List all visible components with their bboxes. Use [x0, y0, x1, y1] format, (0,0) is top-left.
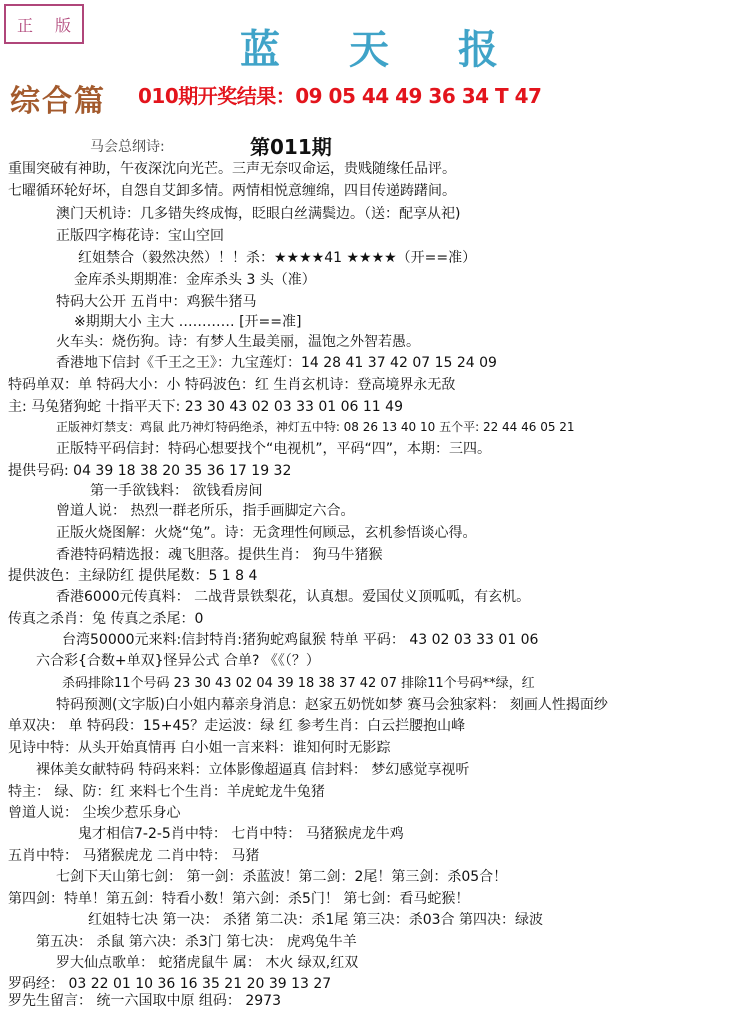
issue-number: 第011期 [250, 135, 332, 159]
genuine-edition-stamp [4, 4, 84, 44]
text-line: 传真之杀肖：兔 传真之杀尾：0 [8, 611, 204, 627]
text-line: 六合彩{合数+单双}怪异公式 合单? 《《（？） [36, 653, 320, 669]
text-line: 罗大仙点歌单： 蛇猪虎鼠牛 属： 木火 绿双,红双 [56, 955, 359, 971]
text-line: 红姐特七决 第一决： 杀猪 第二决：杀1尾 第三决：杀03合 第四决：绿波 [88, 912, 543, 928]
text-line: 罗码经： 03 22 01 10 36 16 35 21 20 39 13 27 [8, 976, 332, 992]
masthead-char-2: 天 [349, 26, 391, 73]
draw-result: 010期开奖结果：09 05 44 49 36 34 T 47 [138, 84, 542, 108]
text-line: 重围突破有神助，午夜深沈向光芒。三声无奈叹命运，贵贱随缘任品评。 [8, 161, 456, 177]
text-line: 澳门天机诗：几多错失终成悔，眨眼白丝满鬓边。（送：配享从祀) [56, 206, 461, 222]
text-line: 台湾50000元来料:信封特肖:猪狗蛇鸡鼠猴 特单 平码： 43 02 03 33 01 06 [62, 632, 539, 648]
text-line: 杀码排除11个号码 23 30 43 02 04 39 18 38 37 42 07 排除11个号码**绿，红 [62, 676, 535, 691]
text-line: 第五决： 杀鼠 第六决：杀3门 第七决： 虎鸡兔牛羊 [36, 934, 357, 950]
text-line: 红姐禁合（毅然决然）！！杀：★★★★41 ★★★★（开==准） [78, 250, 477, 266]
text-line: 香港6000元传真料： 二战背景铁梨花，认真想。爱国仗义顶呱呱，有玄机。 [56, 589, 531, 605]
text-line: 金库杀头期期准：金库杀头 3 头（准） [74, 272, 316, 288]
text-line: 香港地下信封《千王之王》：九宝莲灯：14 28 41 37 42 07 15 24 09 [56, 355, 497, 371]
text-line: 香港特码精选报：魂飞胆落。提供生肖： 狗马牛猪猴 [56, 547, 383, 563]
masthead-char-3: 报 [458, 26, 500, 73]
text-line: 罗先生留言： 统一六国取中原 组码： 2973 [8, 993, 281, 1009]
text-line: 马会总纲诗: [90, 139, 165, 155]
text-line: 第四剑：特单！第五剑：特看小数！第六剑：杀5门！ 第七剑：看马蛇猴！ [8, 891, 470, 907]
masthead-char-1: 蓝 [240, 26, 282, 73]
text-line: 主: 马兔猪狗蛇 十指平天下: 23 30 43 02 03 33 01 06 11 49 [8, 399, 403, 415]
section-title: 综合篇 [10, 84, 106, 119]
text-line: ※期期大小 主大 ………… [开==准] [74, 314, 302, 330]
text-line: 正版火烧图解：火烧“兔”。诗：无贪理性何顾忌，玄机参悟谈心得。 [56, 525, 477, 541]
text-line: 第一手欲钱料： 欲钱看房间 [90, 483, 263, 499]
text-line: 特码单双：单 特码大小：小 特码波色：红 生肖玄机诗：登高境界永无敌 [8, 377, 456, 393]
text-line: 特主： 绿、防：红 来料七个生肖：羊虎蛇龙牛兔猪 [8, 784, 325, 800]
text-line: 曾道人说： 尘埃少惹乐身心 [8, 805, 181, 821]
text-line: 火车头：烧伤狗。诗：有梦人生最美丽，温饱之外智若愚。 [56, 334, 420, 350]
text-line: 单双决： 单 特码段：15+45？走运波：绿 红 参考生肖：白云拦腰抱山峰 [8, 718, 466, 734]
text-line: 五肖中特： 马猪猴虎龙 二肖中特： 马猪 [8, 848, 260, 864]
text-line: 曾道人说： 热烈一群老所乐，指手画脚定六合。 [56, 503, 355, 519]
text-line: 鬼才相信7-2-5肖中特： 七肖中特： 马猪猴虎龙牛鸡 [78, 826, 404, 842]
text-line: 特码大公开 五肖中：鸡猴牛猪马 [56, 294, 257, 310]
text-line: 正版神灯禁支：鸡鼠 此乃神灯特码绝杀，神灯五中特: 08 26 13 40 10 五个平: 22 44 46 05 21 [56, 420, 575, 434]
text-line: 正版特平码信封：特码心想要找个“电视机”，平码“四”，本期：三四。 [56, 441, 492, 457]
text-line: 裸体美女献特码 特码来料：立体影像超逼真 信封料： 梦幻感觉享视听 [36, 762, 470, 778]
stamp-char-right: 版 [54, 15, 71, 35]
text-line: 正版四字梅花诗：宝山空回 [56, 228, 224, 244]
stamp-char-left: 正 [16, 15, 33, 35]
text-line: 七曜循环轮好坏，自怨自艾卸多情。两情相悦意缠绵，四目传递踌躇间。 [8, 183, 456, 199]
masthead-title [240, 18, 500, 75]
text-line: 提供波色：主绿防红 提供尾数：5 1 8 4 [8, 568, 258, 584]
text-line: 特码预测(文字版)白小姐内幕亲身消息：赵家五奶恍如梦 赛马会独家料： 刻画人性揭面纱 [56, 697, 608, 713]
text-line: 七剑下天山第七剑： 第一剑：杀蓝波！第二剑：2尾！第三剑：杀05合！ [56, 869, 508, 885]
text-line: 见诗中特：从头开始真情再 白小姐一言来料：谁知何时无影踪 [8, 740, 391, 756]
text-line: 提供号码: 04 39 18 38 20 35 36 17 19 32 [8, 463, 292, 479]
